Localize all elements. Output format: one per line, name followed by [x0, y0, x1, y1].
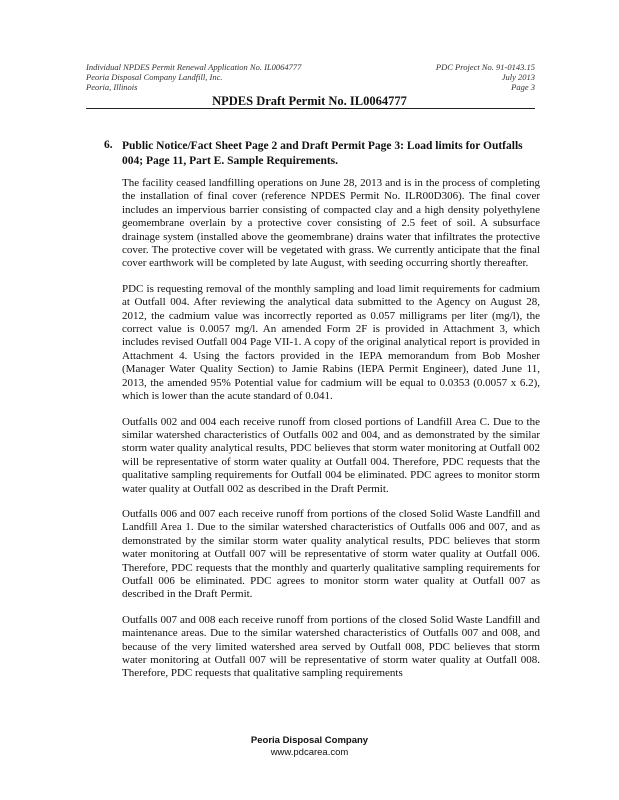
header-date: July 2013: [501, 72, 535, 82]
footer-url: www.pdcarea.com: [270, 747, 349, 758]
paragraph-final-cover: The facility ceased landfilling operations on June 28, 2013 and is in the process of completing the installation of final cover (reference NPDES Permit No. ILR00D306). The final cover includes an impervious barrier consisting of compacted clay and a high density polyethylene geomembrane overlain by a protective cover consisting of 2.5 feet of soil. A subsurface drainage system (installed above the geomembrane) drains water that infiltrates the protective cover. The protective cover will be vegetated with grass. We currently anticipate that the final cover earthwork will be completed by late August, with seeding occurring shortly thereafter.: [122, 177, 540, 270]
paragraph-outfalls-007-008: Outfalls 007 and 008 each receive runoff from portions of the closed Solid Waste Landfill and maintenance areas. Due to the similar watershed characteristics of Outfalls 007 and 008, and because of the very limited watershed area served by Outfall 008, PDC believes that storm water monitoring at Outfall 007 will be representative of storm water quality at Outfall 008. Therefore, PDC requests that qualitative sampling requirements: [122, 613, 540, 680]
header-left: [86, 62, 386, 92]
paragraph-cadmium: PDC is requesting removal of the monthly sampling and load limit requirements for cadmium at Outfall 004. After reviewing the analytical data submitted to the Agency on August 28, 2012, the cadmium value was incorrectly reported as 0.057 milligrams per liter (mg/l), the correct value is 0.0057 mg/l. An amended Form 2F is provided in Attachment 3, which includes revised Outfall 004 Page VII-1. A copy of the original analytical report is provided in Attachment 4. Using the factors provided in the IEPA memorandum from Bob Mosher (Manager Water Quality Section) to Jamie Rabins (IEPA Permit Engineer), dated June 11, 2013, the amended 95% Potential value for cadmium will be equal to 0.0353 (0.0057 x 6.2), which is lower than the acute standard of 0.041.: [122, 282, 540, 403]
header-page-number: Page 3: [511, 82, 535, 92]
document-title: NPDES Draft Permit No. IL0064777: [212, 94, 407, 108]
header-project-number: PDC Project No. 91-0143.15: [435, 62, 535, 72]
header-application-line: Individual NPDES Permit Renewal Application No. IL0064777: [86, 62, 302, 72]
header-right: [355, 62, 535, 92]
section-title: Public Notice/Fact Sheet Page 2 and Draft Permit Page 3: Load limits for Outfalls 004; Page 11, Part E. Sample Requirements.: [122, 140, 523, 167]
paragraph-outfalls-002-004: Outfalls 002 and 004 each receive runoff from closed portions of Landfill Area C. Due to the similar watershed characteristics of Outfalls 002 and 004, and as demonstrated by the similar storm water quality analytical results, PDC believes that storm water monitoring at Outfall 002 will be representative of storm water quality at Outfall 004. Therefore, PDC requests that the qualitative sampling requirements for Outfall 004 be eliminated. PDC agrees to monitor storm water quality at Outfall 002 as described in the Draft Permit.: [122, 415, 540, 495]
body-text: [122, 177, 540, 693]
section-number: 6.: [104, 139, 113, 151]
header-divider: [86, 108, 535, 109]
paragraph-outfalls-006-007: Outfalls 006 and 007 each receive runoff from portions of the closed Solid Waste Landfill and Landfill Area 1. Due to the similar watershed characteristics of Outfalls 006 and 007, and as demonstrated by the similar storm water quality analytical results, PDC believes that storm water monitoring at Outfall 007 will be representative of storm water quality at Outfall 006. Therefore, PDC requests that the monthly and quarterly qualitative sampling requirements for Outfall 006 be eliminated. PDC agrees to monitor storm water quality at Outfall 007 as described in the Draft Permit.: [122, 507, 540, 601]
header-location-line: Peoria, Illinois: [86, 82, 138, 92]
footer: [0, 735, 619, 759]
header-company-line: Peoria Disposal Company Landfill, Inc.: [86, 72, 223, 82]
footer-company: Peoria Disposal Company: [250, 735, 369, 746]
